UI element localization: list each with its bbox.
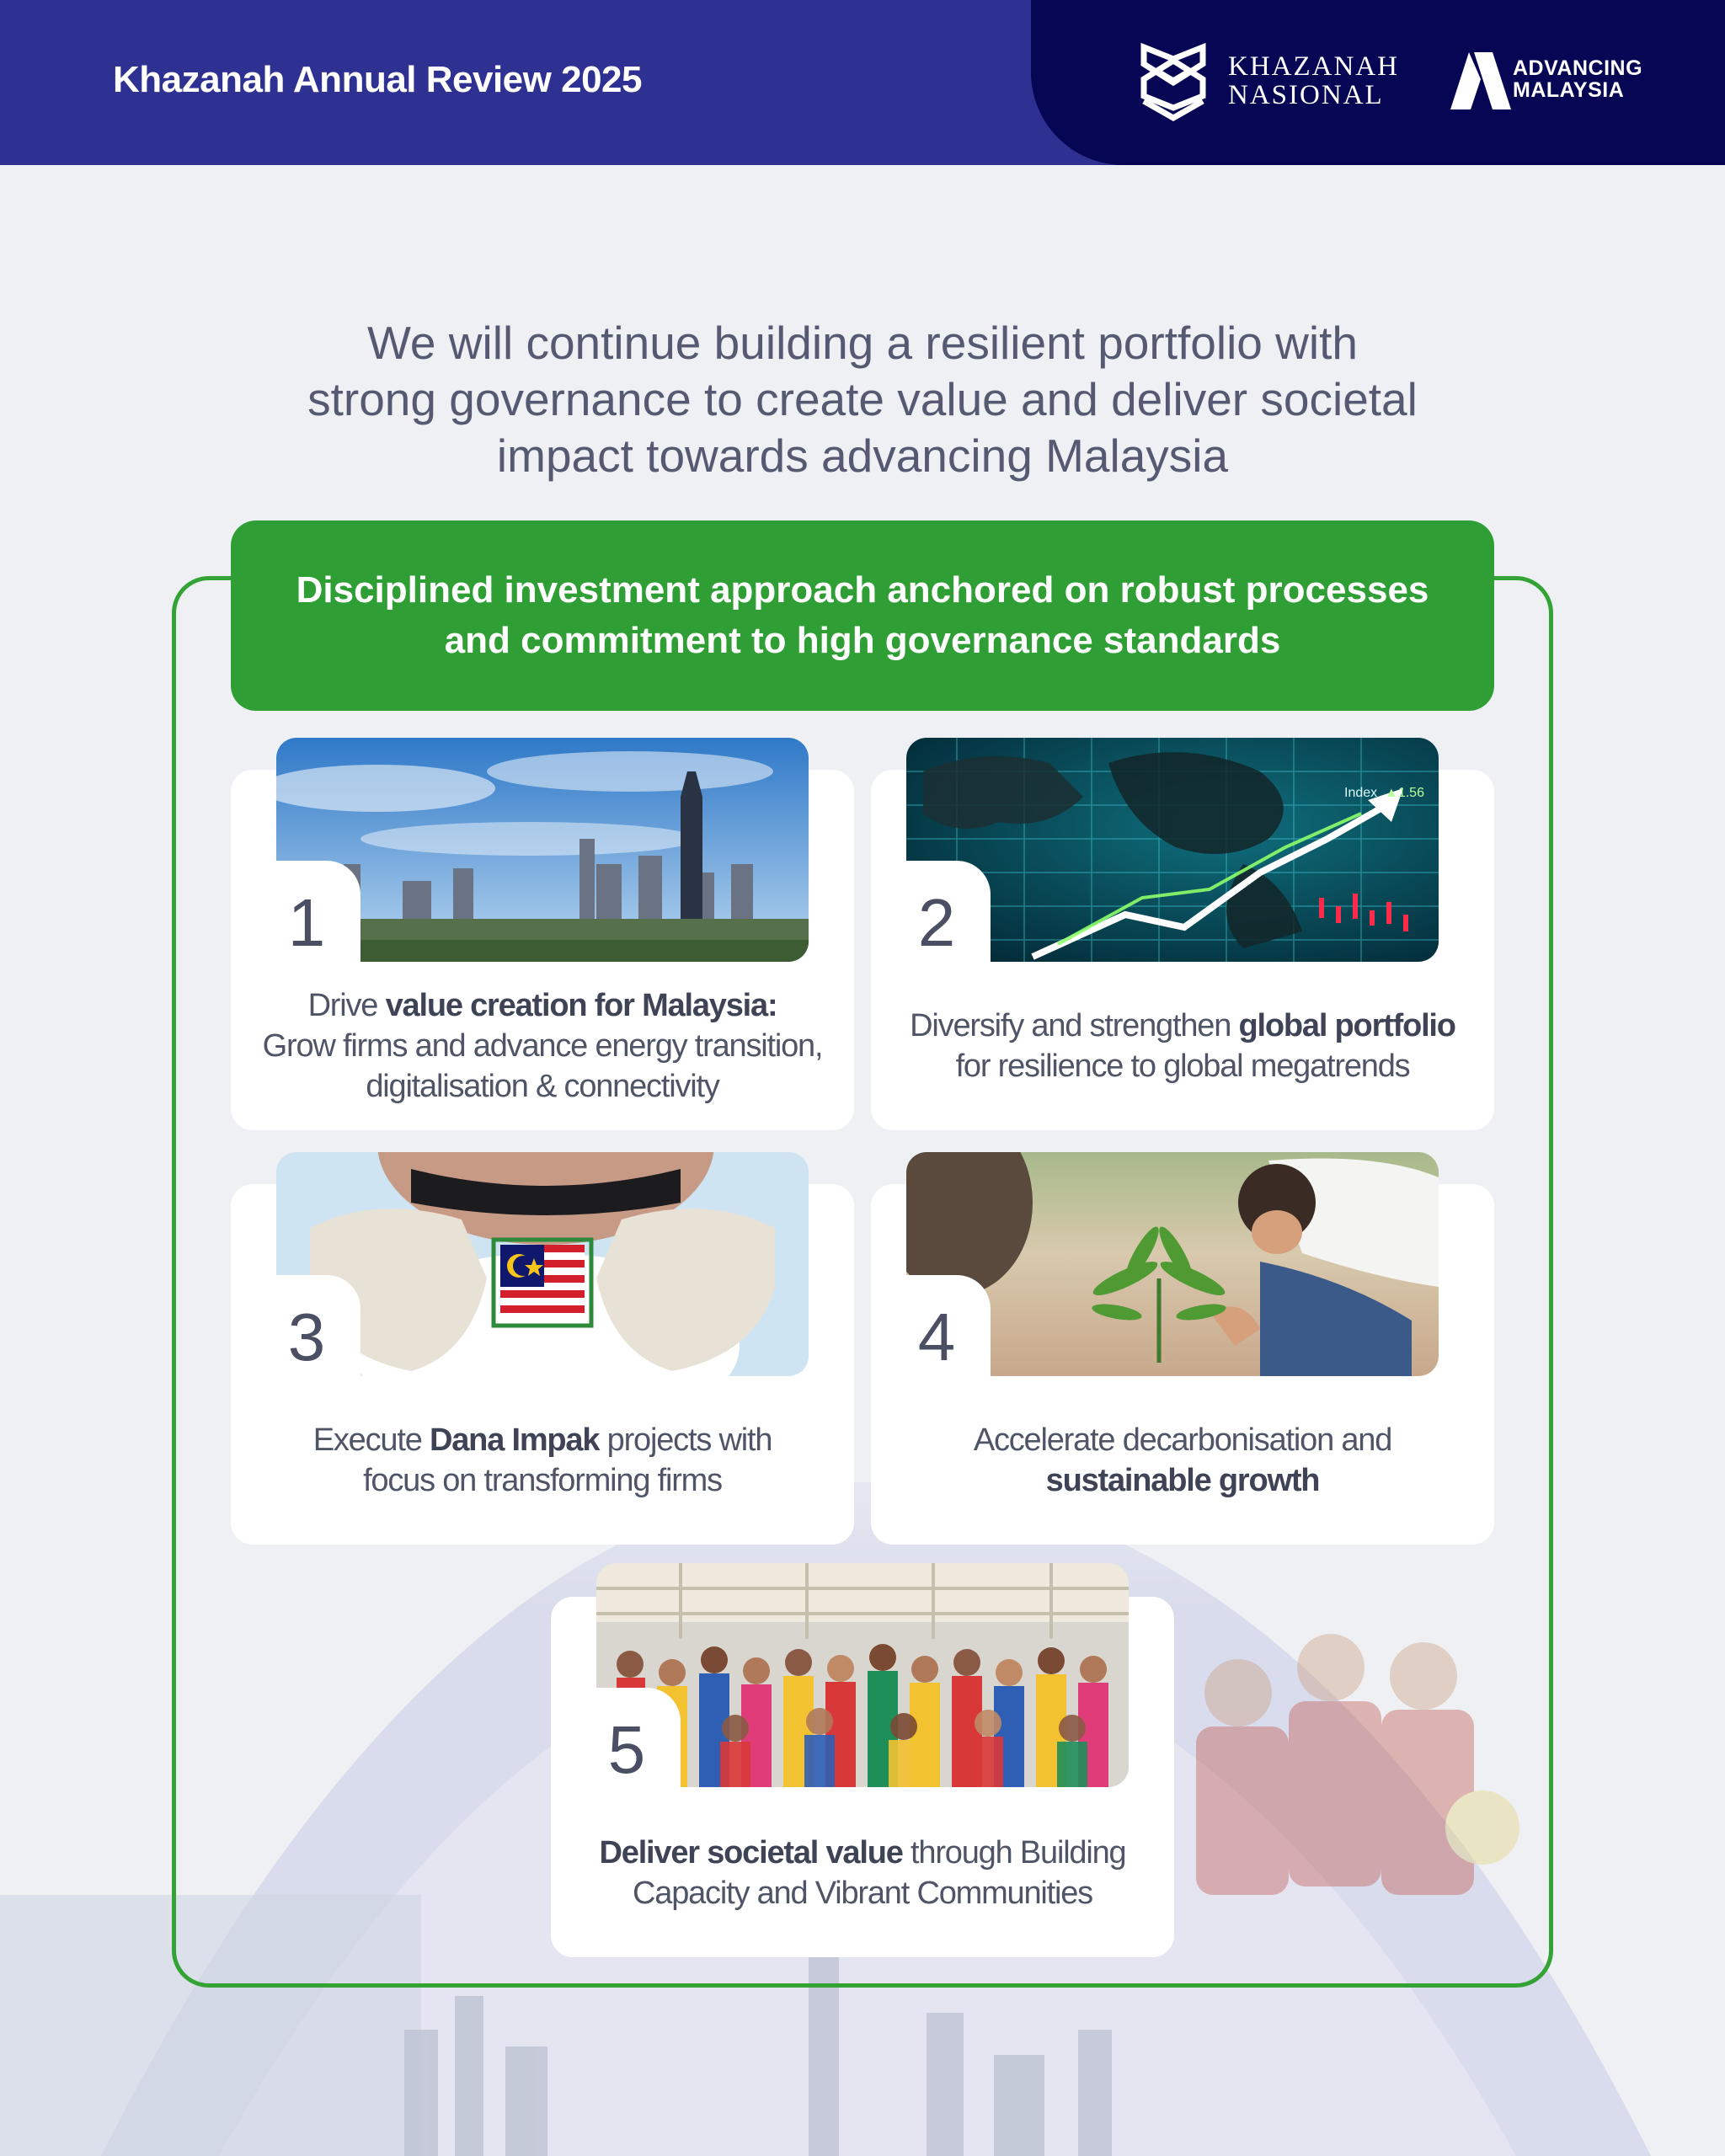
pillar-text-5: Deliver societal value through Building Capacity and Vibrant Communities: [599, 1835, 1126, 1911]
banner-text: Disciplined investment approach anchored on robust processes and commitment to high governance standards: [296, 569, 1429, 661]
pillar-number-2: 2: [917, 885, 956, 960]
pillar-number-1: 1: [287, 885, 326, 960]
chart-index-label: Index: [1344, 786, 1378, 800]
pillar-text-3: Execute Dana Impak projects with focus on transforming firms: [312, 1422, 772, 1498]
khazanah-logo-text: KHAZANAH NASIONAL: [1228, 51, 1399, 110]
pillar-number-3: 3: [287, 1299, 326, 1374]
pillar-text-4: Accelerate decarbonisation and sustainable growth: [973, 1422, 1392, 1498]
headline: We will continue building a resilient portfolio with strong governance to create value and deliver societal impact towards advancing Malaysia: [307, 317, 1418, 482]
pillar-text-2: Diversify and strengthen global portfolio for resilience to global megatrends: [910, 1008, 1455, 1084]
pillar-number-4: 4: [917, 1299, 956, 1374]
governance-banner: [231, 520, 1494, 711]
pillar-text-1: Drive value creation for Malaysia: Grow firms and advance energy transition, digitalisation & connectivity: [262, 988, 823, 1104]
advancing-malaysia-logo-icon: [1447, 51, 1513, 111]
advancing-malaysia-logo-text: ADVANCING MALAYSIA: [1513, 56, 1643, 102]
khazanah-logo-icon: [1135, 40, 1211, 125]
report-title: Khazanah Annual Review 2025: [113, 59, 642, 100]
pillar-number-5: 5: [607, 1712, 646, 1787]
chart-index-value: ▲1.56: [1385, 786, 1424, 800]
